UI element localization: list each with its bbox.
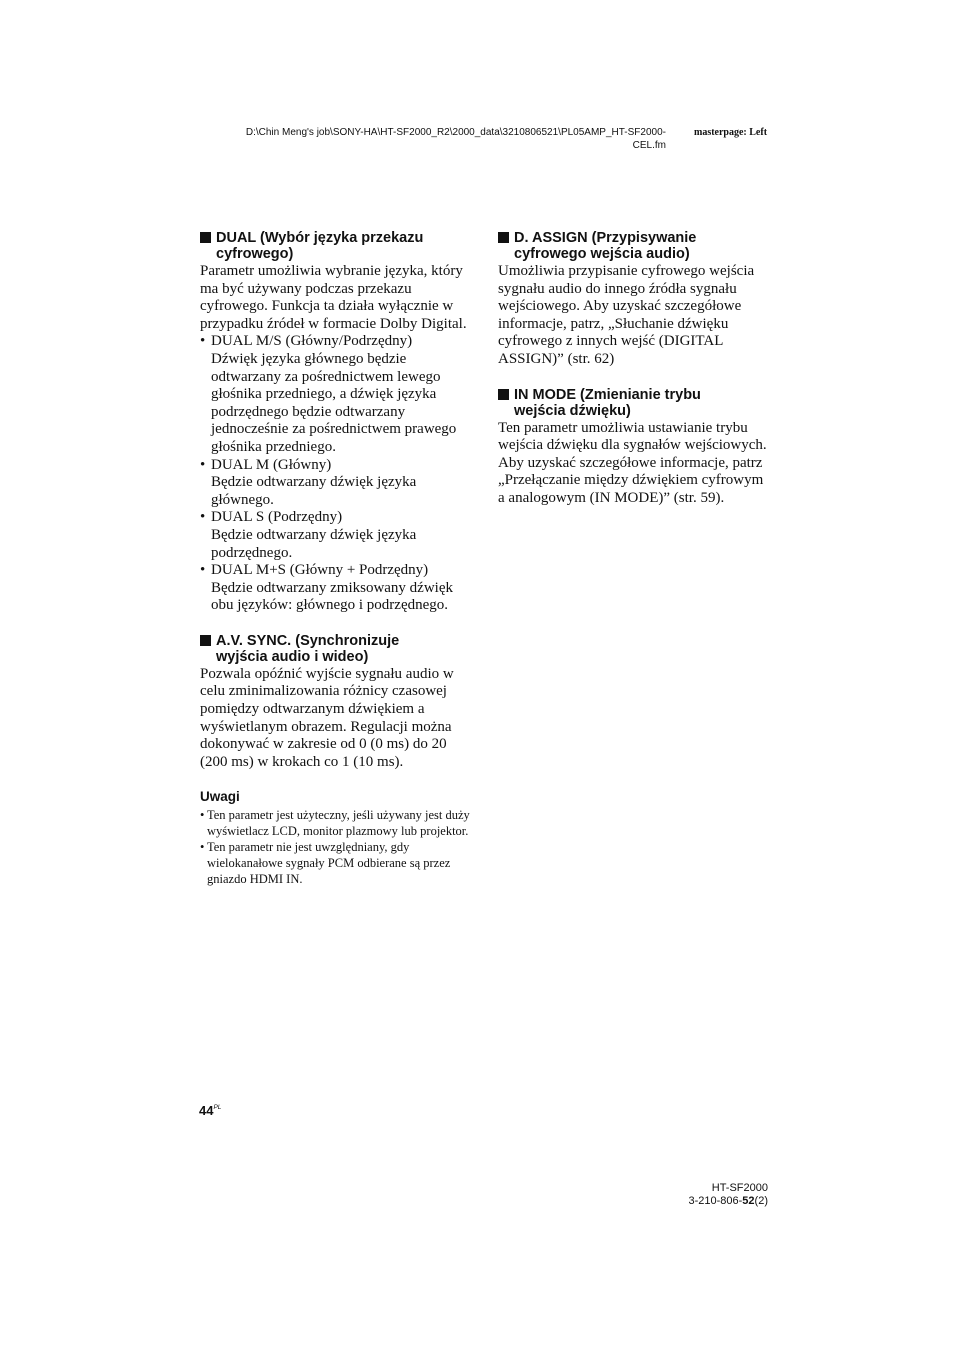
- section-dual: [200, 230, 470, 615]
- list-item: [200, 509, 470, 562]
- title-line: IN MODE (Zmienianie trybu: [514, 386, 701, 403]
- right-column: [498, 230, 768, 522]
- page-language-suffix: PL: [213, 1104, 222, 1111]
- footer-model-code: [640, 1182, 768, 1208]
- list-item: [200, 457, 470, 510]
- square-bullet-icon: [200, 232, 211, 243]
- section-av-sync: [200, 633, 470, 772]
- bullet-icon: •: [200, 840, 205, 855]
- bullet-icon: •: [200, 456, 206, 473]
- square-bullet-icon: [498, 232, 509, 243]
- catalog-code: [640, 1195, 768, 1208]
- av-sync-body: Pozwala opóźnić wyjście sygnału audio w celu zminimalizowania różnicy czasowej pomiędzy odtwarzanym dźwiękiem a wyświetlanym obrazem. Regulacji można dokonywać w zakresie od 0 (0 ms) do 20 (200 ms) w krokach co 1 (10 ms).: [200, 665, 454, 770]
- file-path-line-2: CEL.fm: [632, 140, 666, 151]
- section-title-dual: [200, 230, 470, 262]
- list-item: [200, 807, 470, 839]
- title-line: cyfrowego wejścia audio): [514, 246, 690, 262]
- page-number-value: 44: [199, 1103, 214, 1118]
- title-line: D. ASSIGN (Przypisywanie: [514, 230, 697, 246]
- catalog-code-bold: 52: [742, 1195, 755, 1207]
- bullet-icon: •: [200, 509, 206, 526]
- notes-list: [200, 807, 470, 887]
- option-description: Będzie odtwarzany zmiksowany dźwięk obu języków: głównego i podrzędnego.: [211, 579, 453, 614]
- dual-intro: Parametr umożliwia wybranie języka, który ma być używany podczas przekazu cyfrowego. Funkcja ta działa wyłącznie w przypadku źródeł w formacie Dolby Digital.: [200, 263, 467, 332]
- file-path-header: [196, 126, 666, 152]
- list-item: [200, 839, 470, 887]
- bullet-icon: •: [200, 333, 206, 350]
- masterpage-label: masterpage: Left: [694, 127, 768, 138]
- square-bullet-icon: [498, 389, 509, 400]
- title-line: wejścia dźwięku): [514, 402, 631, 419]
- option-description: Będzie odtwarzany dźwięk języka głównego.: [211, 474, 417, 508]
- title-line: cyfrowego): [216, 246, 294, 262]
- option-name: DUAL M+S (Główny + Podrzędny): [211, 562, 429, 579]
- option-description: Będzie odtwarzany dźwięk języka podrzędnego.: [211, 526, 417, 561]
- bullet-icon: •: [200, 562, 206, 579]
- title-line: A.V. SYNC. (Synchronizuje: [216, 632, 400, 649]
- left-column: [200, 230, 470, 887]
- bullet-icon: •: [200, 808, 205, 823]
- section-title-in-mode: [498, 387, 768, 419]
- section-title-av-sync: [200, 633, 470, 665]
- option-name: DUAL M (Główny): [211, 456, 332, 473]
- catalog-code-suffix: (2): [754, 1195, 768, 1207]
- option-name: DUAL M/S (Główny/Podrzędny): [211, 333, 413, 350]
- notes-title: Uwagi: [200, 789, 240, 805]
- section-in-mode: [498, 387, 768, 508]
- dual-options-list: [200, 333, 470, 615]
- title-line: wyjścia audio i wideo): [216, 648, 369, 665]
- model-name: HT-SF2000: [711, 1182, 768, 1194]
- catalog-code-prefix: 3-210-806-: [688, 1195, 743, 1207]
- option-name: DUAL S (Podrzędny): [211, 509, 343, 526]
- section-title-d-assign: [498, 230, 768, 262]
- d-assign-body: Umożliwia przypisanie cyfrowego wejścia sygnału audio do innego źródła sygnału wejściowego. Aby uzyskać szczegółowe informacje, patrz, „Słuchanie dźwięku cyfrowego z innych wejść (DIGITAL ASSIGN)” (str. 62): [498, 263, 755, 367]
- page-number: [199, 1103, 221, 1118]
- file-path-line-1: D:\Chin Meng's job\SONY-HA\HT-SF2000_R2\2000_data\3210806521\PL05AMP_HT-SF2000-: [245, 127, 666, 138]
- title-line: DUAL (Wybór języka przekazu: [216, 230, 424, 246]
- section-d-assign: [498, 230, 768, 369]
- in-mode-body: Ten parametr umożliwia ustawianie trybu wejścia dźwięku dla sygnałów wejściowych. Aby uzyskać szczegółowe informacje, patrz „Przełączanie między dźwiękiem cyfrowym a analogowym (IN MODE)” (str. 59).: [498, 419, 767, 506]
- note-text: Ten parametr nie jest uwzględniany, gdy wielokanałowe sygnały PCM odbierane są przez gniazdo HDMI IN.: [207, 840, 451, 887]
- list-item: [200, 333, 470, 456]
- list-item: [200, 562, 470, 615]
- option-description: Dźwięk języka głównego będzie odtwarzany za pośrednictwem lewego głośnika przedniego, a dźwięk języka podrzędnego będzie odtwarzany jednocześnie za pośrednictwem prawego głośnika przedniego.: [211, 350, 457, 455]
- note-text: Ten parametr jest użyteczny, jeśli używany jest duży wyświetlacz LCD, monitor plazmowy lub projektor.: [207, 808, 470, 839]
- square-bullet-icon: [200, 635, 211, 646]
